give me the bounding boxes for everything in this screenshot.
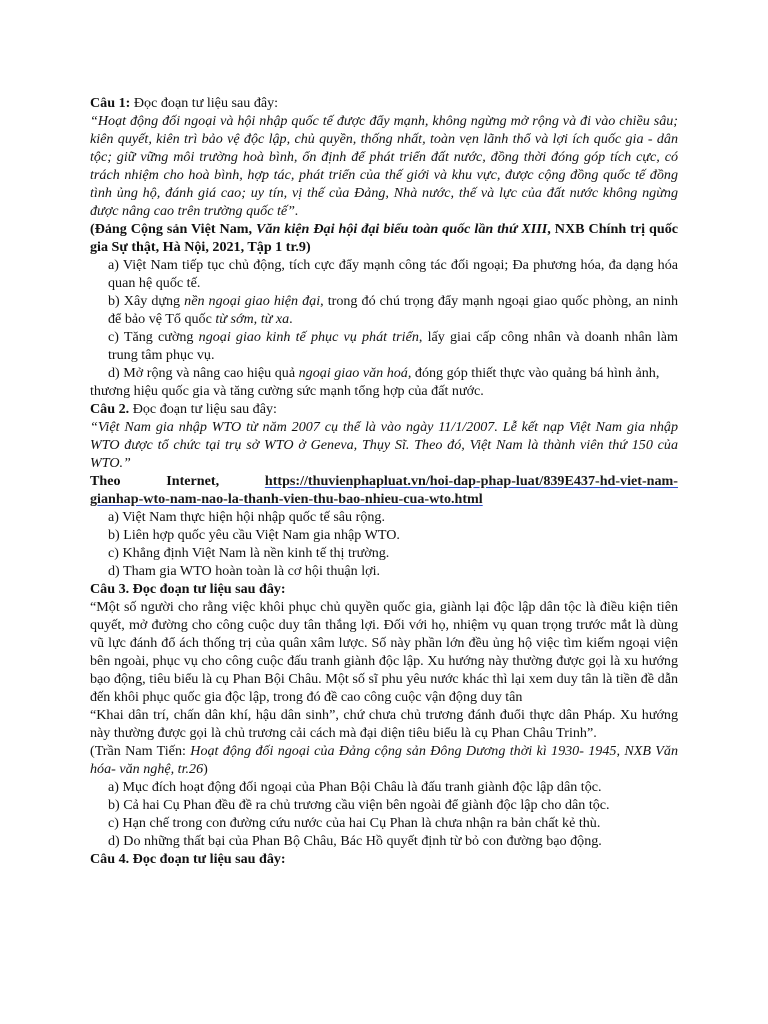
q1-title	[90, 94, 678, 112]
q3-title	[90, 580, 678, 598]
q4-title	[90, 850, 678, 868]
q1-option-b: b) Xây dựng nền ngoại giao hiện đại, trong đó chú trọng đẩy mạnh ngoại giao quốc phòng, an ninh để bảo vệ Tổ quốc từ sớm, từ xa.	[108, 293, 678, 327]
q2-quote-text: “Việt Nam gia nhập WTO từ năm 2007 cụ thể là vào ngày 11/1/2007. Lễ kết nạp Việt Nam gia nhập WTO được tổ chức tại trụ sở WTO ở Geneva, Thụy Sĩ. Theo đó, Việt Nam là thành viên thứ 150 của WTO.”	[90, 419, 678, 471]
q2-source-link-line2[interactable]: gianhap-wto-nam-nao-la-thanh-vien-thu-bao-nhieu-cua-wto.html	[90, 491, 483, 507]
q1-source-author: (Đảng Cộng sản Việt Nam,	[90, 221, 257, 237]
q3-source: (Trần Nam Tiến: Hoạt động đối ngoại của Đảng cộng sản Đông Dương thời kì 1930- 1945, NXB Văn hóa- văn nghệ, tr.26)	[90, 743, 679, 777]
q2-source-line	[90, 472, 678, 490]
q2-source-link[interactable]: https://thuvienphapluat.vn/hoi-dap-phap-luat/839E437-hd-viet-nam-	[264, 473, 678, 489]
q1-option-a: a) Việt Nam tiếp tục chủ động, tích cực đẩy mạnh công tác đối ngoại; Đa phương hóa, đa dạng hóa quan hệ quốc tế.	[108, 257, 678, 291]
q1-quote	[90, 112, 678, 220]
q1-source	[90, 220, 678, 256]
q2-option-a: a) Việt Nam thực hiện hội nhập quốc tế sâu rộng.	[108, 509, 385, 525]
q1-source-title: Văn kiện Đại hội đại biểu toàn quốc lần thứ XIII	[256, 221, 548, 237]
q3-heading: Câu 3. Đọc đoạn tư liệu sau đây:	[90, 581, 286, 597]
q3-paragraph-1: “Một số người cho rằng việc khôi phục chủ quyền quốc gia, giành lại độc lập dân tộc là điều kiện tiên quyết, mở đường cho công cuộc duy tân thắng lợi. Đối với họ, nhiệm vụ quan trọng trước mắt là dùng vũ lực đánh đổ ách thống trị của quân xâm lược. Số này phần lớn đều ủng hộ việc tìm kiếm ngoại viện bên ngoài, phục vụ cho công cuộc đấu tranh giành độc lập. Xu hướng này thường được gọi là xu hướng bạo động, tiêu biểu là cụ Phan Bội Châu. Một số sĩ phu yêu nước khác thì lại xem duy tân là tiền đề dẫn đến khôi phục quốc gia độc lập, trong đó đề cao công cuộc vận động duy tân	[90, 599, 678, 705]
q2-source-theo: Theo	[90, 473, 121, 489]
q3-option-c: c) Hạn chế trong con đường cứu nước của hai Cụ Phan là chưa nhận ra bản chất kẻ thù.	[108, 815, 601, 831]
q3-option-a: a) Mục đích hoạt động đối ngoại của Phan Bội Châu là đấu tranh giành độc lập dân tộc.	[108, 779, 602, 795]
q2-option-b: b) Liên hợp quốc yêu cầu Việt Nam gia nhập WTO.	[108, 527, 400, 543]
q3-option-b: b) Cả hai Cụ Phan đều đề ra chủ trương cầu viện bên ngoài để giành độc lập cho dân tộc.	[108, 797, 610, 813]
q2-option-d: d) Tham gia WTO hoàn toàn là cơ hội thuận lợi.	[108, 563, 381, 579]
q1-option-d-continued: thương hiệu quốc gia và tăng cường sức mạnh tổng hợp của đất nước.	[90, 383, 484, 399]
q2-quote	[90, 418, 678, 472]
document-page	[90, 94, 678, 868]
q3-option-d: d) Do những thất bại của Phan Bộ Châu, Bác Hồ quyết định từ bỏ con đường bạo động.	[108, 833, 602, 849]
q1-option-d: d) Mở rộng và nâng cao hiệu quả ngoại giao văn hoá, đóng góp thiết thực vào quảng bá hình ảnh,	[108, 365, 660, 381]
q1-prompt: Đọc đoạn tư liệu sau đây:	[130, 95, 279, 111]
q2-source-link-continued	[90, 490, 678, 508]
q2-option-c: c) Khẳng định Việt Nam là nền kinh tế thị trường.	[108, 545, 390, 561]
q1-option-c: c) Tăng cường ngoại giao kinh tế phục vụ phát triển, lấy giai cấp công nhân và doanh nhân làm trung tâm phục vụ.	[108, 329, 678, 363]
q2-prompt: Đọc đoạn tư liệu sau đây:	[129, 401, 277, 417]
q2-source-internet: Internet,	[166, 473, 220, 489]
q1-source-publisher: , NXB Chính trị quốc gia Sự thật, Hà Nội, 2021, Tập 1 tr.9)	[90, 221, 678, 255]
q4-heading: Câu 4. Đọc đoạn tư liệu sau đây:	[90, 851, 286, 867]
q1-heading: Câu 1:	[90, 95, 131, 111]
q1-quote-text: “Hoạt động đối ngoại và hội nhập quốc tế được đẩy mạnh, không ngừng mở rộng và đi vào chiều sâu; kiên quyết, kiên trì bảo vệ độc lập, chủ quyền, thống nhất, toàn vẹn lãnh thổ và lợi ích quốc gia - dân tộc; giữ vững môi trường hoà bình, ổn định để phát triển đất nước, đồng thời đóng góp tích cực, có trách nhiệm cho hoà bình, hợp tác, phát triển của thế giới và khu vực, được cộng đồng quốc tế đồng tình ủng hộ, đánh giá cao; uy tín, vị thế của Đảng, Nhà nước, thế và lực của đất nước không ngừng được nâng cao trên trường quốc tế”.	[90, 113, 678, 219]
q3-paragraph-2: “Khai dân trí, chấn dân khí, hậu dân sinh”, chứ chưa chủ trương đánh đuổi thực dân Pháp. Xu hướng này thường được gọi là chủ trương cải cách mà đại diện tiêu biểu là cụ Phan Châu Trinh”.	[90, 707, 678, 741]
q2-heading: Câu 2.	[90, 401, 130, 417]
q2-title	[90, 400, 678, 418]
